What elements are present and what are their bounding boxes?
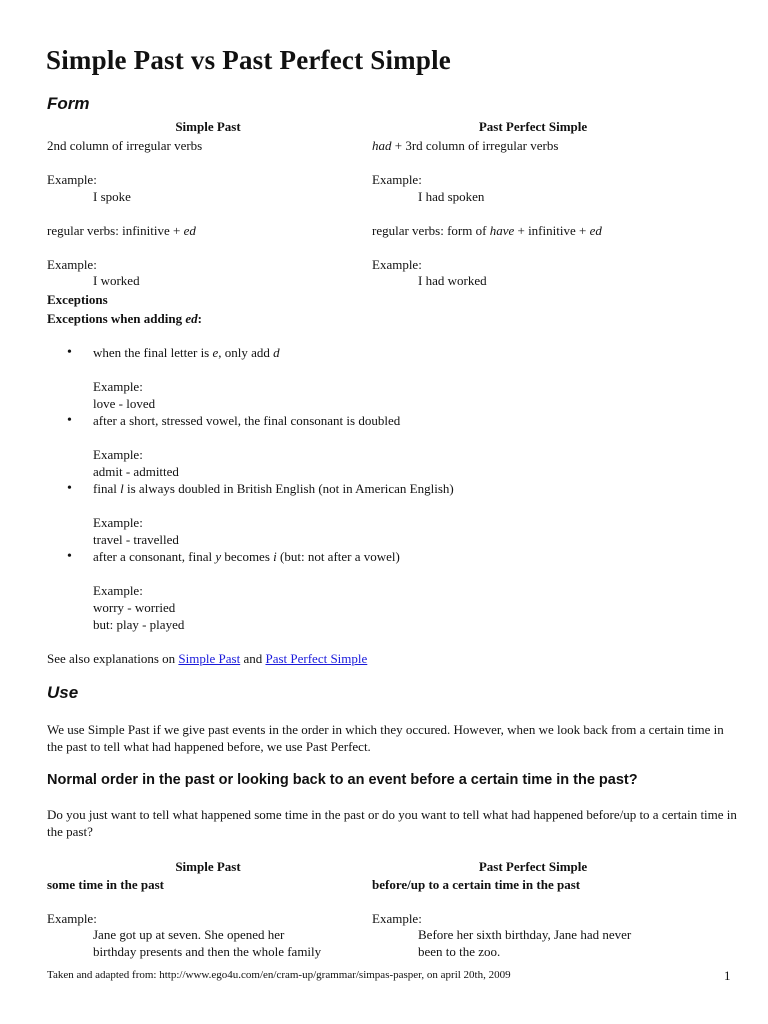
exception-example-label: Example: <box>93 447 143 462</box>
exception-example-final-l: travel - travelled <box>93 532 179 547</box>
form-col1-example-label-2: Example: <box>47 257 97 272</box>
form-col2-rule-irregular: had + 3rd column of irregular verbs <box>372 138 559 153</box>
exception-example-doubled-consonant: admit - admitted <box>93 464 179 479</box>
exceptions-subtitle: Exceptions when adding ed: <box>47 311 202 326</box>
form-col1-example-irregular: I spoke <box>93 189 131 204</box>
page-number: 1 <box>724 968 731 983</box>
see-also-line: See also explanations on Simple Past and Past Perfect Simple <box>47 651 368 666</box>
bullet-icon: • <box>67 481 72 496</box>
form-col1-example-regular: I worked <box>93 273 140 288</box>
form-col2-example-irregular: I had spoken <box>418 189 485 204</box>
exception-rule-doubled-consonant: after a short, stressed vowel, the final consonant is doubled <box>93 413 401 428</box>
form-col1-rule-irregular: 2nd column of irregular verbs <box>47 138 203 153</box>
use-col2-example-line1: Before her sixth birthday, Jane had never <box>418 927 632 942</box>
use-col2-heading: Past Perfect Simple <box>478 859 588 874</box>
bullet-icon: • <box>67 413 72 428</box>
exception-rule-final-l: final l is always doubled in British English (not in American English) <box>93 481 454 496</box>
exception-example-label: Example: <box>93 379 143 394</box>
form-col1-rule-regular: regular verbs: infinitive + ed <box>47 223 196 238</box>
use-col2-subheading: before/up to a certain time in the past <box>372 877 581 892</box>
exception-rule-final-e: when the final letter is e, only add d <box>93 345 280 360</box>
form-col2-example-regular: I had worked <box>418 273 487 288</box>
exception-example-vowel-y: but: play - played <box>93 617 185 632</box>
form-col1-example-label: Example: <box>47 172 97 187</box>
use-col1-example-label: Example: <box>47 911 97 926</box>
use-subheading: Normal order in the past or looking back to an event before a certain time in the past? <box>47 772 638 788</box>
use-col1-example-line2: birthday presents and then the whole family <box>93 944 322 959</box>
bullet-icon: • <box>67 345 72 360</box>
past-perfect-simple-link[interactable]: Past Perfect Simple <box>265 651 368 666</box>
form-col2-example-label: Example: <box>372 172 422 187</box>
exception-example-final-e: love - loved <box>93 396 156 411</box>
exception-rule-final-y: after a consonant, final y becomes i (but: not after a vowel) <box>93 549 400 564</box>
form-col2-example-label-2: Example: <box>372 257 422 272</box>
form-heading: Form <box>47 94 90 113</box>
use-col1-heading: Simple Past <box>175 859 241 874</box>
use-heading: Use <box>47 683 79 702</box>
use-col2-example-line2: been to the zoo. <box>418 944 501 959</box>
exception-example-final-y: worry - worried <box>93 600 176 615</box>
use-paragraph: We use Simple Past if we give past events in the order in which they occured. However, when we look back from a certain time in the past to tell what had happened before, we use Past Perfect. <box>47 722 724 754</box>
exception-example-label: Example: <box>93 515 143 530</box>
use-col1-example-line1: Jane got up at seven. She opened her <box>93 927 285 942</box>
use-col1-subheading: some time in the past <box>47 877 164 892</box>
page-title: Simple Past vs Past Perfect Simple <box>46 45 451 75</box>
form-col2-rule-regular: regular verbs: form of have + infinitive + ed <box>372 223 602 238</box>
source-footer: Taken and adapted from: http://www.ego4u.com/en/cram-up/grammar/simpas-pasper, on april 20th, 2009 <box>47 969 511 981</box>
use-col2-example-label: Example: <box>372 911 422 926</box>
exception-example-label: Example: <box>93 583 143 598</box>
exceptions-title: Exceptions <box>47 292 108 307</box>
use-question: Do you just want to tell what happened some time in the past or do you want to tell what had happened before/up to a certain time in the past? <box>47 807 737 839</box>
simple-past-link[interactable]: Simple Past <box>178 651 241 666</box>
form-col1-heading: Simple Past <box>175 119 241 134</box>
bullet-icon: • <box>67 549 72 564</box>
form-col2-heading: Past Perfect Simple <box>478 119 588 134</box>
